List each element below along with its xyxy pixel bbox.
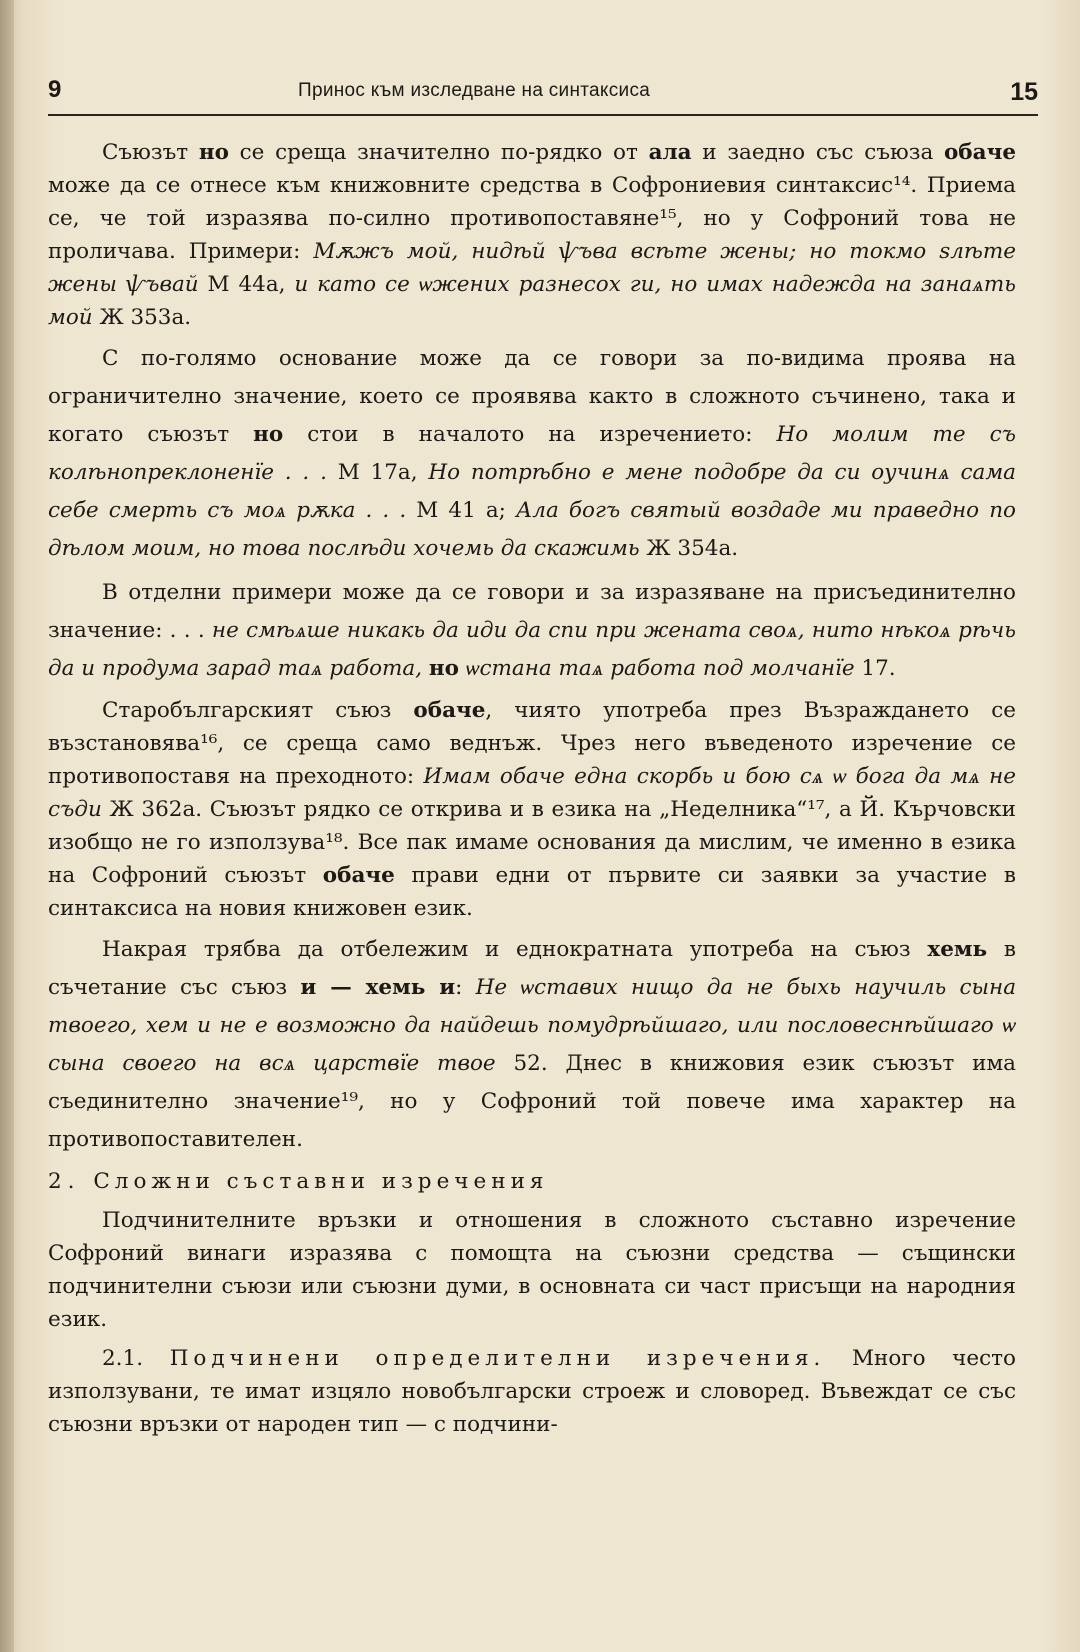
- text-run: Сложни съставни изречения: [93, 1169, 549, 1194]
- text-run: В отделни примери може да се говори и за изразяване на присъединително значение: . . .: [48, 580, 1016, 643]
- example-quote: и като се ѡжених разнесох ги, но имах надежда на занаѧть мой: [48, 272, 1016, 330]
- text-run: Накрая трябва да отбележим и еднократната употреба на съюз: [102, 937, 928, 962]
- text-run: и заедно със съюза: [691, 140, 944, 165]
- text-run: Старобългарският съюз: [102, 698, 414, 723]
- text-run: Много често използувани, те имат изцяло новобългарски строеж и словоред. Въвеждат се със съюзни връзки от народен тип — с подчини-: [48, 1346, 1016, 1437]
- example-quote: Имам обаче една скорбь и бою сѧ ѡ бога да мѧ не съди: [48, 764, 1016, 822]
- text-run: се среща значително по-рядко от: [228, 140, 649, 165]
- text-run: 52. Днес в книжовия език съюзът има съединително значение¹⁹, но у Софроний той повече има характер на противопоставителен.: [48, 1051, 1016, 1152]
- paragraph-subordinate-links: [48, 1204, 1016, 1336]
- text-run: , чиято употреба през Възраждането се възстановява¹⁶, се среща само веднъж. Чрез него въведеното изречение се противопоставя на преходното:: [48, 698, 1016, 789]
- text-run: 2.: [48, 1169, 94, 1194]
- text-run: С по-голямо основание може да се говори за по-видима проява на ограничително значение, което се проявява както в сложното съчинено, така и когато съюзът: [48, 346, 1016, 447]
- keyword: и — хемь и: [300, 975, 456, 1000]
- keyword: но: [428, 656, 459, 681]
- keyword: обаче: [322, 863, 395, 888]
- example-quote: Мѫжъ мой, нидѣй ѱъва всѣте жены; но токмо ѕлѣте жены ѱъвай: [48, 239, 1016, 297]
- text-run: Ж 353а.: [92, 305, 192, 330]
- paragraph-restrictive-meaning: [48, 340, 1016, 568]
- text-run: Ж 354а.: [639, 536, 739, 561]
- keyword: но: [198, 140, 229, 165]
- example-quote: Не ѡставих нищо да не быхь научиль сына твоего, хем и не е возможно да найдешь помудрѣйшаго, или пословеснѣйшаго ѡ сына своего на всѧ царствїе твое: [48, 975, 1017, 1076]
- paragraph-attributive-clauses: [48, 1342, 1016, 1441]
- page-number: 15: [1010, 78, 1038, 106]
- text-run: 17.: [854, 656, 896, 681]
- text-run: М 44а,: [198, 272, 295, 297]
- example-quote: Но потрѣбно е мене подобре да си оучинѧ сама себе смерть съ моѧ рѫка . . .: [48, 460, 1016, 523]
- paragraph-hem: [48, 931, 1016, 1159]
- text-run: М 41 а;: [406, 498, 517, 523]
- section-heading-complex-sentences: [48, 1165, 1016, 1198]
- keyword: обаче: [943, 140, 1016, 165]
- folio-left: 9: [48, 76, 62, 103]
- text-run: Ж 362а. Съюзът рядко се открива и в езика на „Неделника“¹⁷, а Й. Кърчовски изобщо не го използува¹⁸. Все пак имаме основания да мислим, че именно в езика на Софроний съюзът: [48, 797, 1016, 888]
- running-title: Принос към изследване на синтаксиса: [298, 80, 651, 101]
- keyword: хемь: [927, 937, 988, 962]
- text-run: в съчетание със съюз: [48, 937, 1016, 1000]
- text-run: М 17а,: [326, 460, 429, 485]
- example-quote: ѡстана таѧ работа под молчанїе: [458, 656, 855, 681]
- paragraph-obache: [48, 694, 1016, 925]
- running-header: [48, 74, 1038, 116]
- text-run: Подчинителните връзки и отношения в сложното съставно изречение Софроний винаги изразява с помощта на съюзни средства — същински подчинителни съюзи или съюзни думи, в основната си част присъщи на народния език.: [48, 1208, 1016, 1332]
- example-quote: Но молим те съ колѣнопреклоненїе . . .: [48, 422, 1016, 485]
- keyword: ала: [648, 140, 692, 165]
- text-run: може да се отнесе към книжовните средства в Софрониевия синтаксис¹⁴. Приема се, че той изразява по-силно противопоставяне¹⁵, но у Софроний това не проличава. Примери:: [48, 173, 1016, 264]
- text-run: Подчинени определителни изречения.: [169, 1346, 826, 1371]
- keyword: но: [253, 422, 284, 447]
- text-run: :: [455, 975, 476, 1000]
- body-text: [48, 136, 1016, 1447]
- paragraph-adjunctive-meaning: [48, 574, 1016, 688]
- text-run: стои в началото на изречението:: [283, 422, 777, 447]
- book-spine-shadow: [0, 0, 14, 1652]
- example-quote: Ала богъ святый воздаде ми праведно по дѣлом моим, но това послѣди хочемь да скажимь: [48, 498, 1016, 561]
- paragraph-no-but: [48, 136, 1016, 334]
- text-run: Съюзът: [102, 140, 199, 165]
- text-run: 2.1.: [102, 1346, 170, 1371]
- text-run: прави едни от първите си заявки за участие в синтаксиса на новия книжовен език.: [48, 863, 1017, 921]
- keyword: обаче: [413, 698, 486, 723]
- example-quote: не смѣѧше никакь да иди да спи при жената своѧ, нито нѣкоѧ рѣчь да и продума зарад таѧ работа,: [48, 618, 1016, 681]
